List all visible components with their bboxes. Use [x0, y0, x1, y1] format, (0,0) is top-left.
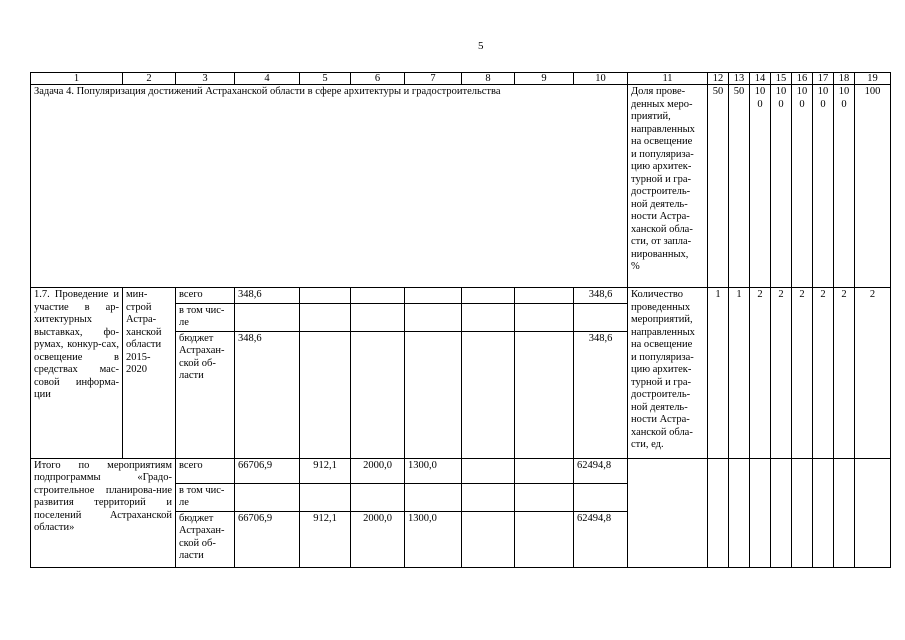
col-header: 12	[708, 73, 729, 85]
col-header: 14	[750, 73, 771, 85]
col-header: 10	[574, 73, 628, 85]
total-col6: 2000,0	[351, 511, 405, 567]
task-value: 100	[834, 85, 855, 288]
funding-budget: 348,6	[235, 331, 300, 458]
task-value: 100	[771, 85, 792, 288]
task-indicator: Доля прове- денных меро- приятий, направленных на освещение и популяриза- цию архитек- турной и гра- достроитель- ной деятель- ности Астра- ханской обла- сти, от запла- нированных, %	[628, 85, 708, 288]
funding-col10: 348,6	[574, 288, 628, 304]
funding-label: бюджет Астрахан- ской об- ласти	[176, 511, 235, 567]
funding-label: всего	[176, 288, 235, 304]
measure-value: 2	[834, 288, 855, 459]
col-header: 8	[462, 73, 515, 85]
task-value: 50	[729, 85, 750, 288]
task-value: 100	[792, 85, 813, 288]
task-value: 100	[813, 85, 834, 288]
funding-total: 348,6	[235, 288, 300, 304]
total-col4: 66706,9	[235, 511, 300, 567]
col-header: 13	[729, 73, 750, 85]
col-header: 16	[792, 73, 813, 85]
task-value: 100	[855, 85, 891, 288]
total-col4: 66706,9	[235, 458, 300, 483]
measure-value: 1	[729, 288, 750, 459]
col-header: 15	[771, 73, 792, 85]
col-header: 3	[176, 73, 235, 85]
program-table	[30, 72, 891, 568]
column-numbers-row	[31, 73, 891, 85]
funding-label: всего	[176, 458, 235, 483]
task-value: 50	[708, 85, 729, 288]
col-header: 4	[235, 73, 300, 85]
col-header: 9	[515, 73, 574, 85]
total-row-total	[31, 458, 891, 483]
measure-value: 2	[813, 288, 834, 459]
col-header: 5	[300, 73, 351, 85]
funding-label: бюджет Астрахан- ской об- ласти	[176, 331, 235, 458]
task-value: 100	[750, 85, 771, 288]
measure-value: 2	[855, 288, 891, 459]
total-col7: 1300,0	[405, 511, 462, 567]
col-header: 6	[351, 73, 405, 85]
page-number: 5	[478, 40, 484, 52]
total-col5: 912,1	[300, 511, 351, 567]
total-col10: 62494,8	[574, 511, 628, 567]
total-col6: 2000,0	[351, 458, 405, 483]
funding-label: в том чис- ле	[176, 303, 235, 331]
task-row	[31, 85, 891, 288]
col-header: 19	[855, 73, 891, 85]
col-header: 2	[123, 73, 176, 85]
measure-value: 2	[750, 288, 771, 459]
col-header: 18	[834, 73, 855, 85]
total-col7: 1300,0	[405, 458, 462, 483]
measure-value: 2	[792, 288, 813, 459]
task-title: Задача 4. Популяризация достижений Астраханской области в сфере архитектуры и градостроительства	[31, 85, 628, 288]
total-col5: 912,1	[300, 458, 351, 483]
funding-col10: 348,6	[574, 331, 628, 458]
total-col10: 62494,8	[574, 458, 628, 483]
funding-label: в том чис- ле	[176, 483, 235, 511]
col-header: 7	[405, 73, 462, 85]
measure-name: 1.7. Проведение и участие в ар-хитектурных выставках, фо-румах, конкур-сах, освещение в средствах мас-совой информа-ции	[31, 288, 123, 459]
measure-row-total	[31, 288, 891, 304]
measure-value: 2	[771, 288, 792, 459]
col-header: 1	[31, 73, 123, 85]
measure-executor: мин- строй Астра- ханской области 2015- 2020	[123, 288, 176, 459]
col-header: 11	[628, 73, 708, 85]
col-header: 17	[813, 73, 834, 85]
measure-indicator: Количество проведенных мероприятий, направленных на освещение и популяриза- цию архитек- турной и гра- достроитель- ной деятель- ности Астра- ханской обла- сти, ед.	[628, 288, 708, 459]
measure-value: 1	[708, 288, 729, 459]
total-name: Итого по мероприятиям подпрограммы «Градо-строительное планирова-ние развития территорий и поселений Астраханской области»	[31, 458, 176, 567]
